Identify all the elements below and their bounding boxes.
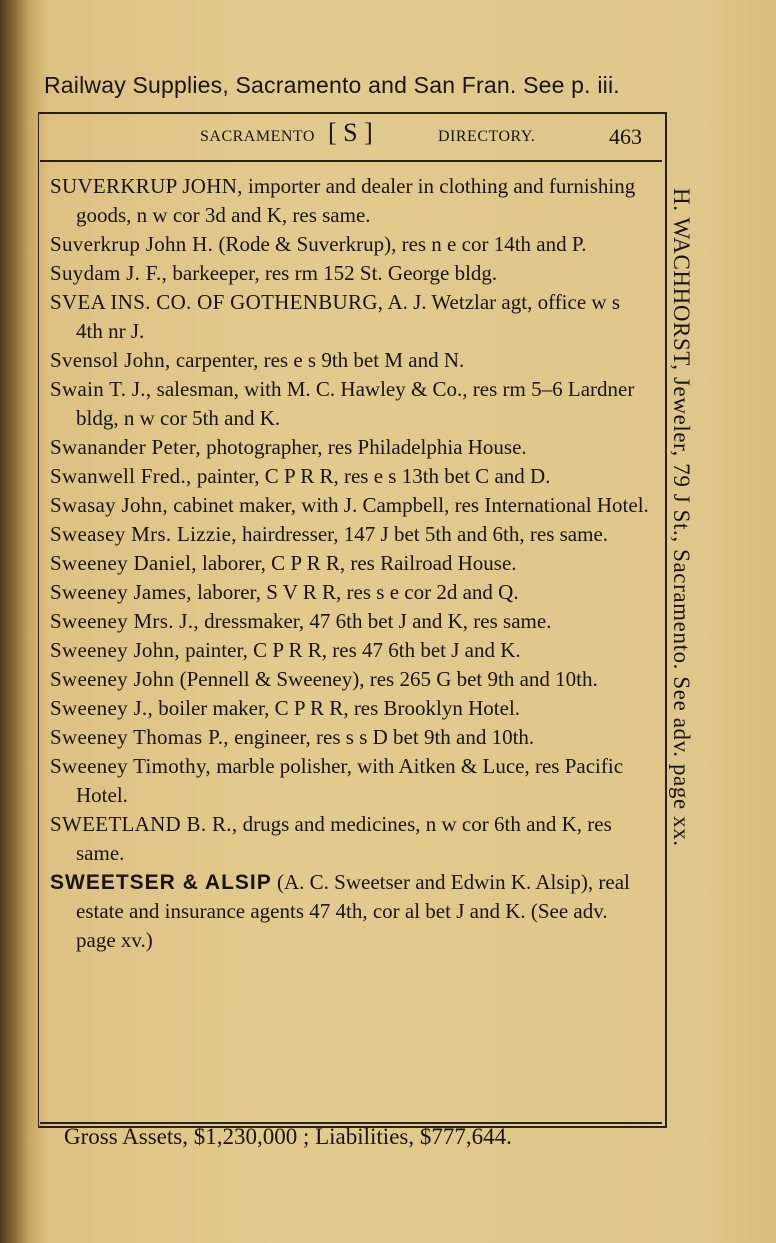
directory-entry (50, 462, 650, 491)
entry-name: Swanwell Fred., (50, 464, 192, 488)
entry-name: SUVERKRUP JOHN, (50, 174, 243, 198)
entry-name: SWEETLAND B. R., (50, 812, 238, 836)
entry-name: Sweeney Timothy, (50, 754, 211, 778)
entry-name: Svensol John, (50, 348, 171, 372)
directory-entry (50, 665, 650, 694)
entry-name: Sweeney John, (50, 638, 180, 662)
directory-entry (50, 346, 650, 375)
entry-details: (Pennell & Sweeney), res 265 G bet 9th and 10th. (174, 667, 598, 691)
entry-details: boiler maker, C P R R, res Brooklyn Hotel. (153, 696, 521, 720)
entry-details: cabinet maker, with J. Campbell, res International Hotel. (167, 493, 649, 517)
entry-name: Suverkrup John H. (50, 232, 214, 256)
directory-entry (50, 230, 650, 259)
header-directory: DIRECTORY. (438, 128, 536, 145)
entry-name: SWEETSER & ALSIP (50, 871, 272, 894)
entry-details: salesman, with M. C. Hawley & Co., res rm 5–6 Lardner bldg, n w cor 5th and K. (76, 377, 635, 430)
directory-entry (50, 433, 650, 462)
page-number: 463 (609, 124, 642, 149)
side-advertisement (668, 188, 704, 1068)
directory-entry (50, 375, 650, 433)
directory-entry (50, 259, 650, 288)
directory-entry (50, 752, 650, 810)
directory-entry (50, 172, 650, 230)
entry-details: laborer, C P R R, res Railroad House. (196, 551, 517, 575)
entry-details: (Rode & Suverkrup), res n e cor 14th and P. (213, 232, 587, 256)
entry-name: Swasay John, (50, 493, 168, 517)
entry-details: dressmaker, 47 6th bet J and K, res same. (198, 609, 552, 633)
entry-name: SVEA INS. CO. OF GOTHENBURG, (50, 290, 384, 314)
entry-details: painter, C P R R, res e s 13th bet C and D. (191, 464, 551, 488)
entry-name: Swain T. J., (50, 377, 152, 401)
entry-details: importer and dealer in clothing and furnishing goods, n w cor 3d and K, res same. (76, 174, 636, 227)
entry-details: drugs and medicines, n w cor 6th and K, res same. (76, 812, 612, 865)
entry-name: Suydam J. F., (50, 261, 168, 285)
header-letter: [ S ] (328, 118, 373, 147)
entry-name: Sweeney James, (50, 580, 192, 604)
entry-details: barkeeper, res rm 152 St. George bldg. (167, 261, 498, 285)
entry-details: painter, C P R R, res 47 6th bet J and K. (179, 638, 521, 662)
entry-name: Sweeney J., (50, 696, 154, 720)
entry-details: A. J. Wetzlar agt, office w s 4th nr J. (76, 290, 620, 343)
entry-details: photographer, res Philadelphia House. (200, 435, 527, 459)
directory-entry (50, 520, 650, 549)
header-rule (40, 160, 662, 162)
entry-details: marble polisher, with Aitken & Luce, res Pacific Hotel. (76, 754, 624, 807)
running-header (40, 116, 652, 156)
side-advertisement-text: H. WACHHORST, Jeweler, 79 J St., Sacramento. See adv. page xx. (669, 188, 694, 847)
entry-details: carpenter, res e s 9th bet M and N. (170, 348, 465, 372)
entry-details: hairdresser, 147 J bet 5th and 6th, res same. (236, 522, 609, 546)
directory-entry (50, 694, 650, 723)
entry-details: engineer, res s s D bet 9th and 10th. (228, 725, 535, 749)
entry-name: Sweasey Mrs. Lizzie, (50, 522, 237, 546)
directory-entry (50, 549, 650, 578)
entry-name: Sweeney Thomas P., (50, 725, 229, 749)
directory-entry (50, 723, 650, 752)
header-city: SACRAMENTO (200, 128, 315, 145)
entry-name: Sweeney Daniel, (50, 551, 197, 575)
directory-entries (50, 172, 650, 955)
directory-entry (50, 491, 650, 520)
directory-entry (50, 607, 650, 636)
directory-entry (50, 578, 650, 607)
entry-name: Sweeney Mrs. J., (50, 609, 199, 633)
top-advertisement: Railway Supplies, Sacramento and San Fran. See p. iii. (44, 72, 620, 98)
directory-entry (50, 636, 650, 665)
entry-details: laborer, S V R R, res s e cor 2d and Q. (191, 580, 519, 604)
directory-entry (50, 288, 650, 346)
directory-entry (50, 868, 650, 955)
bottom-advertisement: Gross Assets, $1,230,000 ; Liabilities, $777,644. (64, 1124, 512, 1149)
directory-entry (50, 810, 650, 868)
entry-name: Sweeney John (50, 667, 175, 691)
entry-name: Swanander Peter, (50, 435, 201, 459)
entry-details: (A. C. Sweetser and Edwin K. Alsip), real estate and insurance agents 47 4th, cor al bet J and K. (See adv. page xv.) (76, 870, 630, 952)
